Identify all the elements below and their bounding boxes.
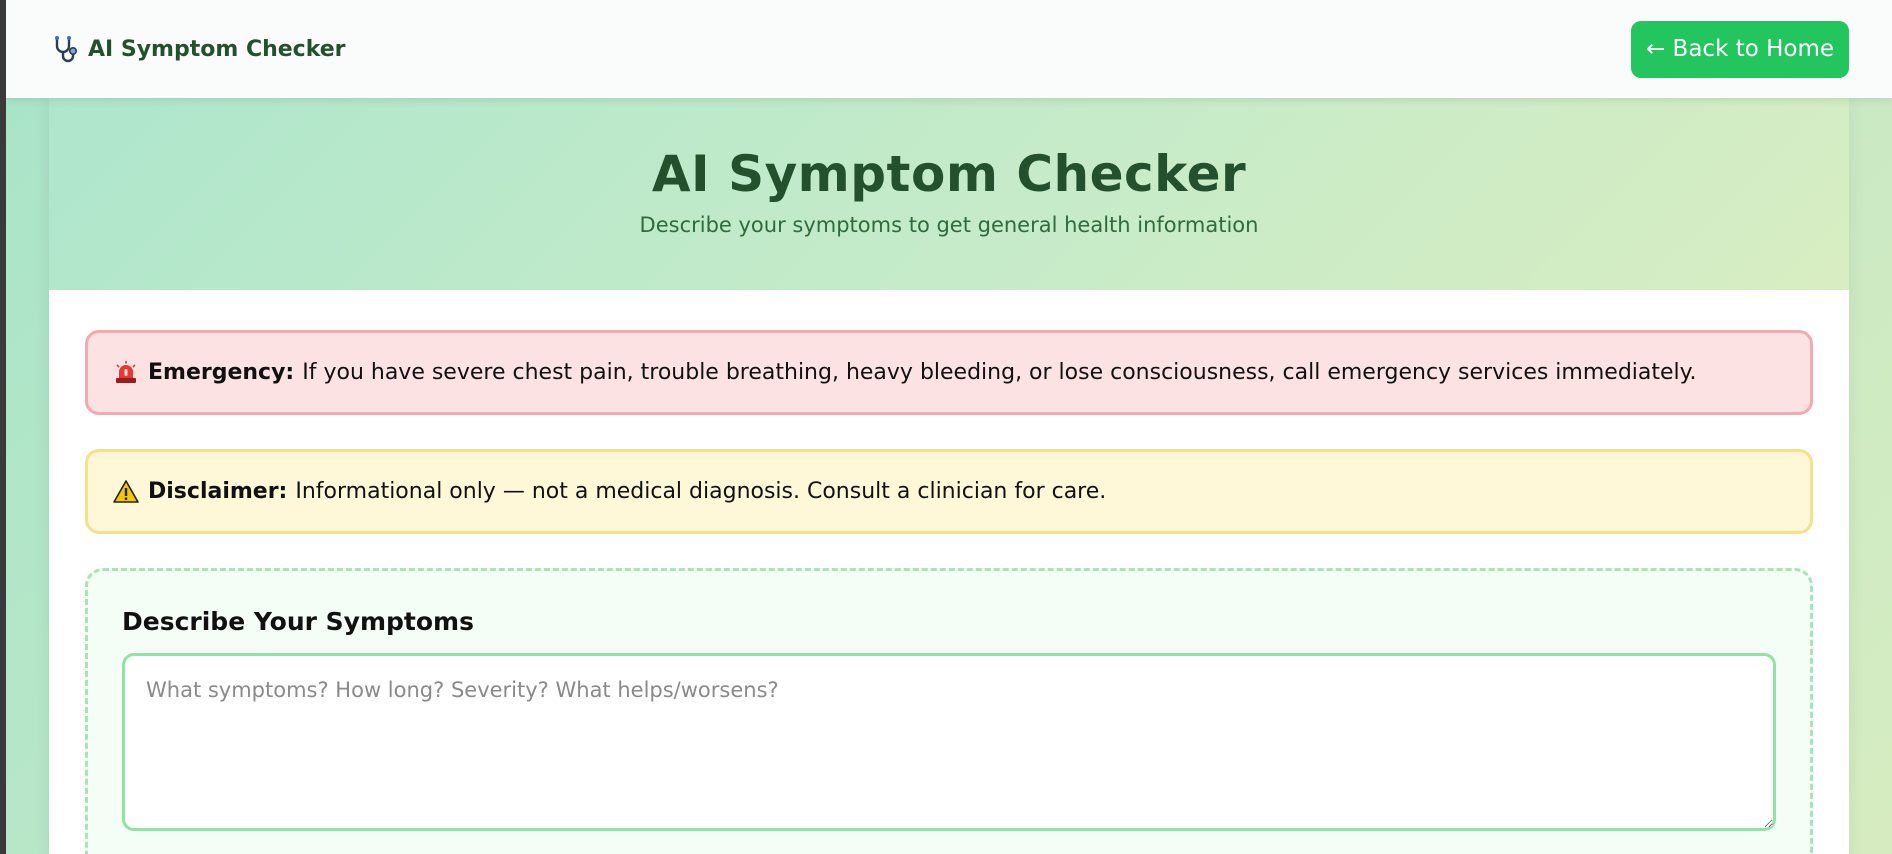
- back-to-home-button[interactable]: ← Back to Home: [1631, 21, 1849, 78]
- emergency-text: If you have severe chest pain, trouble breathing, heavy bleeding, or lose consciousness, call emergency services immediately.: [302, 360, 1697, 385]
- emergency-alert: [85, 330, 1813, 415]
- symptom-input[interactable]: [122, 653, 1776, 831]
- emergency-label: Emergency:: [148, 360, 295, 385]
- siren-icon: [112, 359, 140, 387]
- stethoscope-icon: [50, 34, 80, 64]
- top-navbar: [6, 0, 1892, 98]
- disclaimer-text: Informational only — not a medical diagnosis. Consult a clinician for care.: [295, 479, 1107, 504]
- main-card: [49, 98, 1849, 854]
- warning-icon: [112, 478, 140, 506]
- symptom-heading: Describe Your Symptoms: [122, 607, 474, 636]
- brand[interactable]: [50, 34, 346, 64]
- app-viewport: [6, 0, 1892, 854]
- disclaimer-label: Disclaimer:: [148, 479, 288, 504]
- symptom-form: [85, 568, 1813, 854]
- content-body: [49, 290, 1849, 854]
- page-title: AI Symptom Checker: [651, 145, 1247, 203]
- hero-banner: [49, 98, 1849, 290]
- disclaimer-alert: [85, 449, 1813, 534]
- brand-title: AI Symptom Checker: [88, 36, 346, 62]
- page-subtitle: Describe your symptoms to get general health information: [639, 213, 1259, 237]
